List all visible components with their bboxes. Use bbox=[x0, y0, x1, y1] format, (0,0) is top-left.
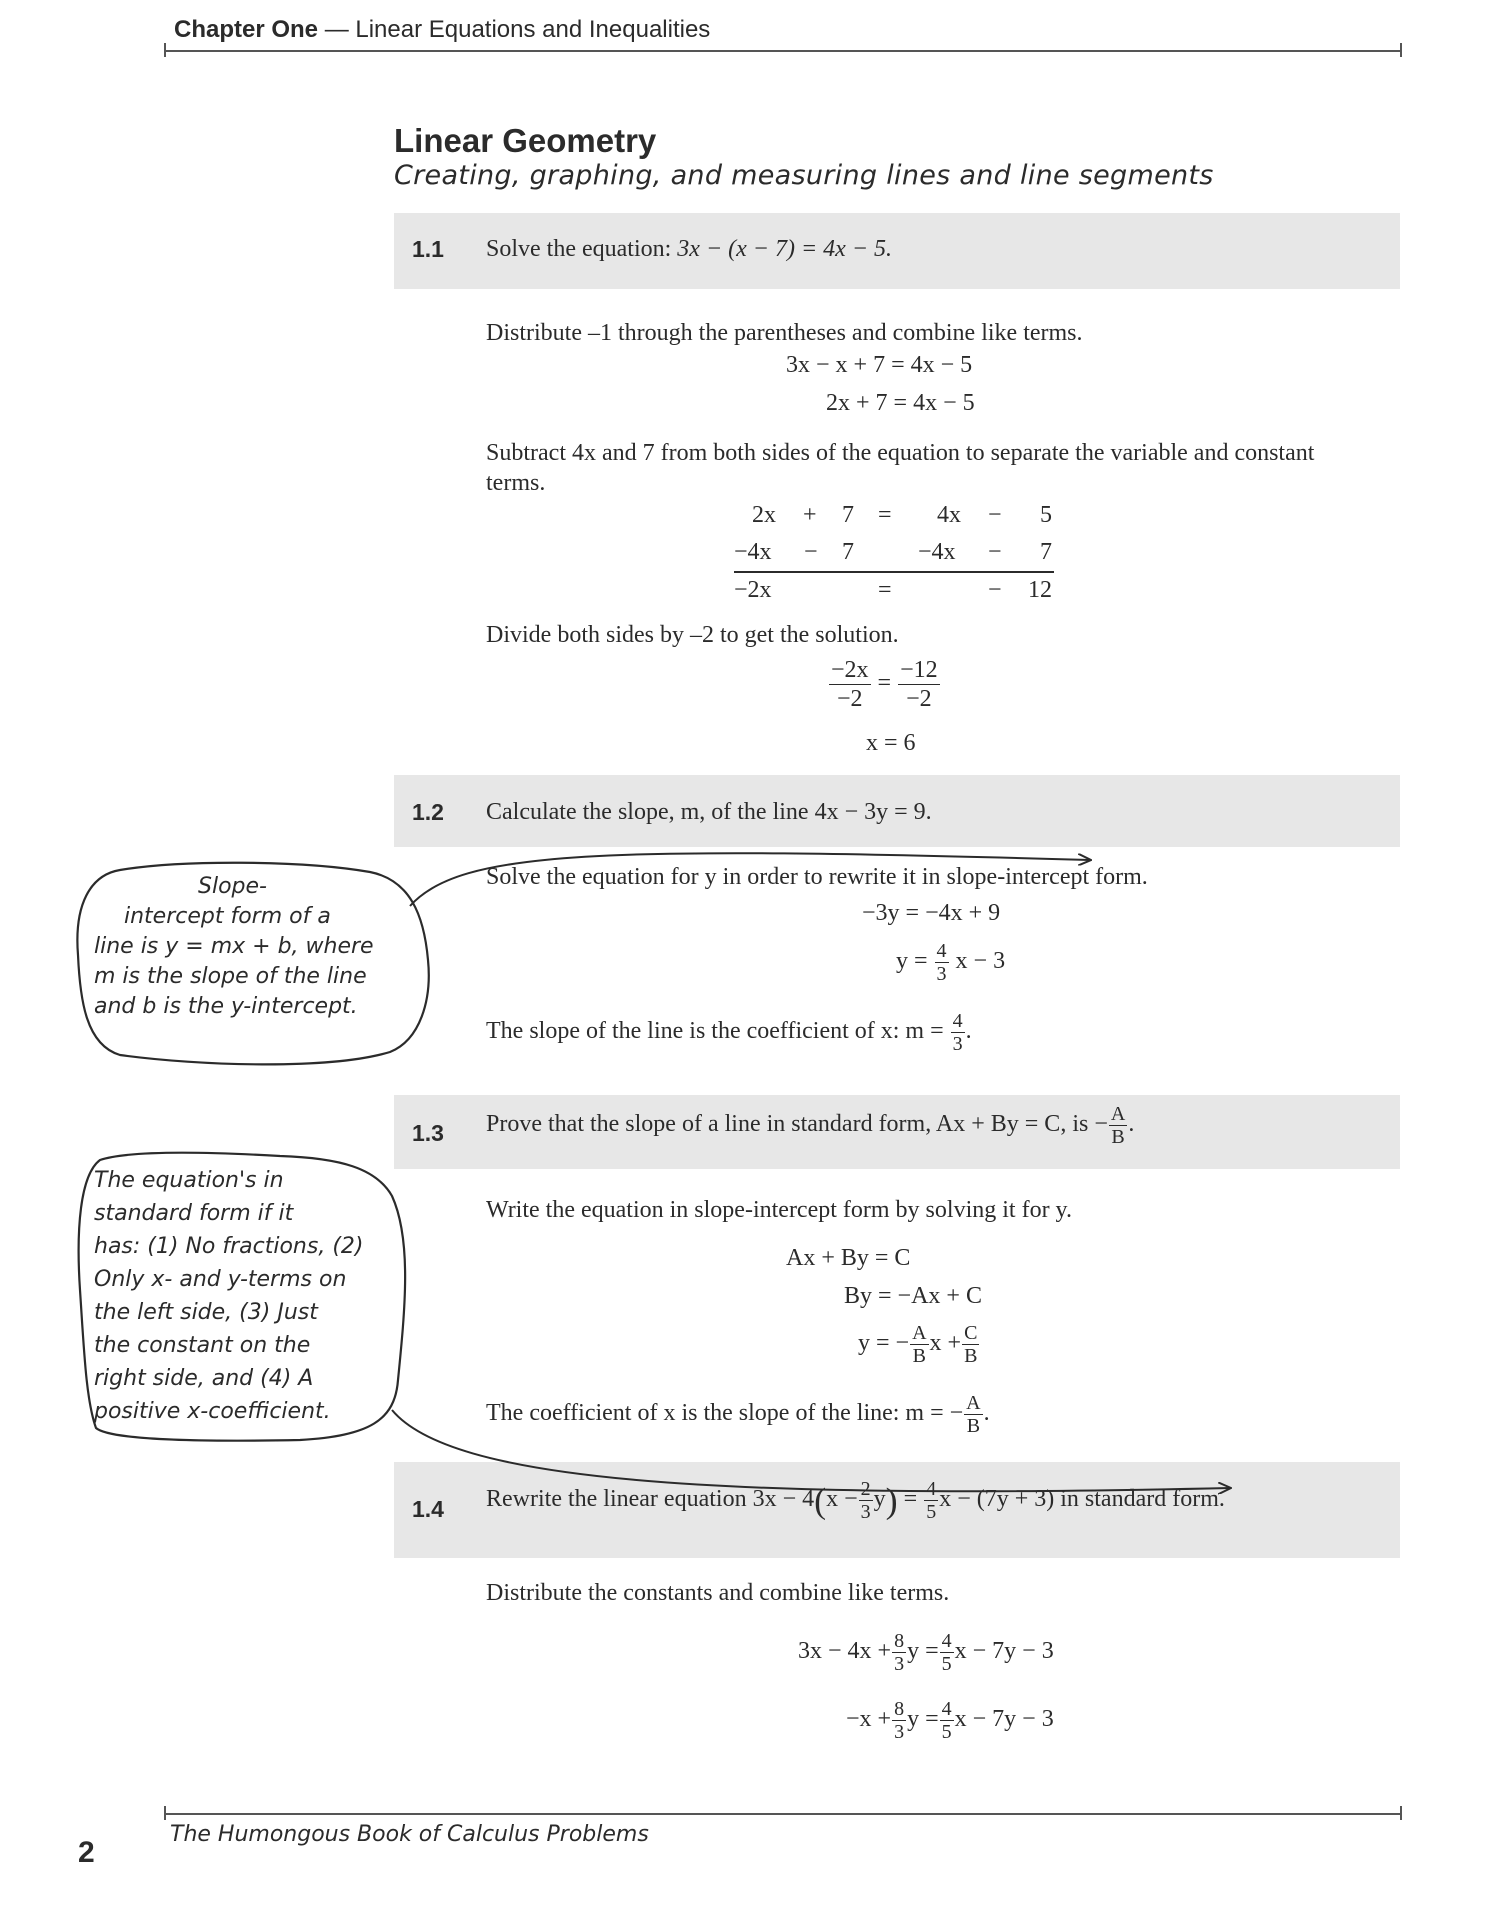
frac-den: 3 bbox=[894, 1653, 905, 1675]
table-cell: −4x bbox=[734, 539, 772, 565]
problem-number-1-3: 1.3 bbox=[412, 1120, 444, 1146]
page-number: 2 bbox=[78, 1836, 95, 1869]
frac-num: 4 bbox=[952, 1010, 963, 1032]
callout-line: line is y = mx + b, where bbox=[94, 934, 374, 959]
frac-num: 8 bbox=[894, 1630, 905, 1652]
callout-line: m is the slope of the line bbox=[94, 964, 367, 989]
frac-num: A bbox=[966, 1392, 981, 1414]
table-cell: 12 bbox=[1028, 577, 1052, 603]
frac-den: 3 bbox=[894, 1721, 905, 1743]
section-title: Linear Geometry bbox=[394, 122, 657, 159]
table-cell: − bbox=[804, 539, 818, 565]
prompt-rhs: x − (7y + 3) in standard form. bbox=[939, 1486, 1225, 1513]
frac-num: 8 bbox=[894, 1698, 905, 1720]
callout-bubble-1-outline bbox=[0, 0, 150, 866]
frac-den: 3 bbox=[936, 963, 947, 985]
table-cell: −4x bbox=[918, 539, 956, 565]
eq-part: 3x − 4x + bbox=[798, 1638, 892, 1665]
conclusion-prefix: The slope of the line is the coefficient of x: m = bbox=[486, 1018, 944, 1045]
eq-lhs: y = − bbox=[858, 1330, 910, 1357]
problem-number-1-1: 1.1 bbox=[412, 236, 444, 262]
problem-prompt-math: 3x − (x − 7) = 4x − 5. bbox=[677, 236, 893, 262]
callout-arrow-2 bbox=[392, 1410, 1230, 1491]
callout-line: the left side, (3) Just bbox=[94, 1300, 318, 1325]
table-cell: − bbox=[988, 502, 1002, 528]
frac-den: −2 bbox=[837, 686, 863, 712]
problem-number-1-2: 1.2 bbox=[412, 799, 444, 825]
callout-line: standard form if it bbox=[94, 1201, 294, 1226]
frac-num: −12 bbox=[900, 657, 938, 683]
frac-num: 2 bbox=[860, 1478, 871, 1500]
chapter-separator: — bbox=[318, 16, 356, 43]
table-cell: 7 bbox=[842, 539, 854, 565]
table-cell: 7 bbox=[842, 502, 854, 528]
conclusion-prefix: The coefficient of x is the slope of the line: m = − bbox=[486, 1400, 964, 1427]
eq-part: x − 7y − 3 bbox=[954, 1706, 1054, 1733]
step-text-1-1-b: Subtract 4x and 7 from both sides of the equation to separate the variable and constant terms. bbox=[486, 440, 1315, 496]
frac-num: −2x bbox=[831, 657, 869, 683]
equation-1-3-a: Ax + By = C bbox=[786, 1245, 911, 1271]
eq-mid: x + bbox=[929, 1330, 962, 1357]
problem-prompt-1-2: Calculate the slope, m, of the line 4x − 3y = 9. bbox=[486, 799, 932, 825]
step-text-1-1-a: Distribute –1 through the parentheses and combine like terms. bbox=[486, 320, 1083, 346]
callout-line: The equation's in bbox=[94, 1168, 284, 1193]
problem-prompt-prefix: Solve the equation: bbox=[486, 236, 678, 262]
eq-rhs: x − 3 bbox=[955, 948, 1006, 975]
callout-line: intercept form of a bbox=[124, 904, 331, 929]
step-text-1-1-c: Divide both sides by –2 to get the solution. bbox=[486, 622, 899, 648]
inner-x: x − bbox=[826, 1486, 858, 1513]
table-cell: = bbox=[878, 502, 892, 528]
frac-den: B bbox=[964, 1345, 978, 1367]
table-cell: 7 bbox=[1040, 539, 1052, 565]
equals: = bbox=[897, 1486, 924, 1513]
footer-rule-tick-right bbox=[1400, 1806, 1402, 1820]
table-cell: = bbox=[878, 577, 892, 603]
frac-num: C bbox=[964, 1322, 978, 1344]
frac-den: 3 bbox=[952, 1033, 963, 1055]
callout-line: Only x- and y-terms on bbox=[94, 1267, 347, 1292]
table-cell: 5 bbox=[1040, 502, 1052, 528]
footer-rule bbox=[164, 1813, 1402, 1815]
section-subtitle: Creating, graphing, and measuring lines and line segments bbox=[394, 160, 1214, 191]
step-text-1-2-a: Solve the equation for y in order to rewrite it in slope-intercept form. bbox=[486, 864, 1148, 890]
equation-1-3-b: By = −Ax + C bbox=[844, 1283, 982, 1309]
equation-1-2-a: −3y = −4x + 9 bbox=[862, 900, 1001, 926]
table-cell: − bbox=[988, 539, 1002, 565]
table-cell: 2x bbox=[752, 502, 776, 528]
paren-open: ( bbox=[814, 1480, 827, 1521]
chapter-label: Chapter One bbox=[174, 16, 319, 43]
footer-rule-tick-left bbox=[164, 1806, 166, 1820]
callout-1 bbox=[90, 872, 420, 1022]
frac-num: 4 bbox=[926, 1478, 937, 1500]
frac-den: B bbox=[912, 1345, 926, 1367]
table-cell: −2x bbox=[734, 577, 772, 603]
frac-den: 5 bbox=[941, 1721, 952, 1743]
chapter-title: Linear Equations and Inequalities bbox=[355, 16, 711, 43]
eq-lhs: y = bbox=[896, 948, 928, 975]
footer-book-title: The Humongous Book of Calculus Problems bbox=[170, 1822, 649, 1847]
paren-close: ) bbox=[885, 1480, 898, 1521]
frac-num: 4 bbox=[941, 1630, 952, 1652]
callout-line: positive x-coefficient. bbox=[94, 1399, 331, 1424]
table-cell: + bbox=[803, 502, 817, 528]
solution-1-1: x = 6 bbox=[866, 730, 916, 756]
eq-part: y = bbox=[907, 1706, 939, 1733]
conclusion-suffix: . bbox=[965, 1018, 972, 1045]
conclusion-suffix: . bbox=[983, 1400, 990, 1427]
inner-y: y bbox=[873, 1486, 886, 1513]
frac-num: A bbox=[1110, 1103, 1126, 1125]
frac-den: B bbox=[1111, 1126, 1125, 1148]
frac-num: 4 bbox=[936, 940, 947, 962]
callout-line: has: (1) No fractions, (2) bbox=[94, 1234, 364, 1259]
eq-part: y = bbox=[907, 1638, 939, 1665]
problem-prompt-prefix: Rewrite the linear equation 3x − 4 bbox=[486, 1486, 815, 1513]
frac-den: −2 bbox=[906, 686, 932, 712]
table-cell: 4x bbox=[937, 502, 961, 528]
callout-line: the constant on the bbox=[94, 1333, 311, 1358]
problem-prompt-prefix: Prove that the slope of a line in standard form, Ax + By = C, is − bbox=[486, 1111, 1108, 1138]
eq-part: x − 7y − 3 bbox=[954, 1638, 1054, 1665]
frac-num: A bbox=[912, 1322, 927, 1344]
frac-den: 3 bbox=[860, 1501, 871, 1523]
frac-den: B bbox=[966, 1415, 981, 1437]
callout-line: and b is the y-intercept. bbox=[94, 994, 358, 1019]
table-cell: − bbox=[988, 577, 1002, 603]
equation-1-1-b: 2x + 7 = 4x − 5 bbox=[826, 390, 975, 416]
step-text-1-4-a: Distribute the constants and combine like terms. bbox=[486, 1580, 950, 1606]
frac-den: 5 bbox=[941, 1653, 952, 1675]
equation-1-1-a: 3x − x + 7 = 4x − 5 bbox=[786, 352, 973, 378]
eq-part: −x + bbox=[846, 1706, 892, 1733]
problem-number-1-4: 1.4 bbox=[412, 1496, 444, 1522]
callout-line: right side, and (4) A bbox=[94, 1366, 314, 1391]
frac-den: 5 bbox=[926, 1501, 937, 1523]
callout-arrow-1 bbox=[410, 853, 1090, 906]
callout-bubble-1 bbox=[0, 0, 130, 868]
callout-2 bbox=[94, 1164, 404, 1428]
step-text-1-3-a: Write the equation in slope-intercept form by solving it for y. bbox=[486, 1197, 1072, 1223]
problem-prompt-suffix: . bbox=[1128, 1111, 1135, 1138]
equals-sign: = bbox=[877, 670, 892, 697]
callout-line: Slope- bbox=[198, 874, 267, 899]
frac-num: 4 bbox=[941, 1698, 952, 1720]
